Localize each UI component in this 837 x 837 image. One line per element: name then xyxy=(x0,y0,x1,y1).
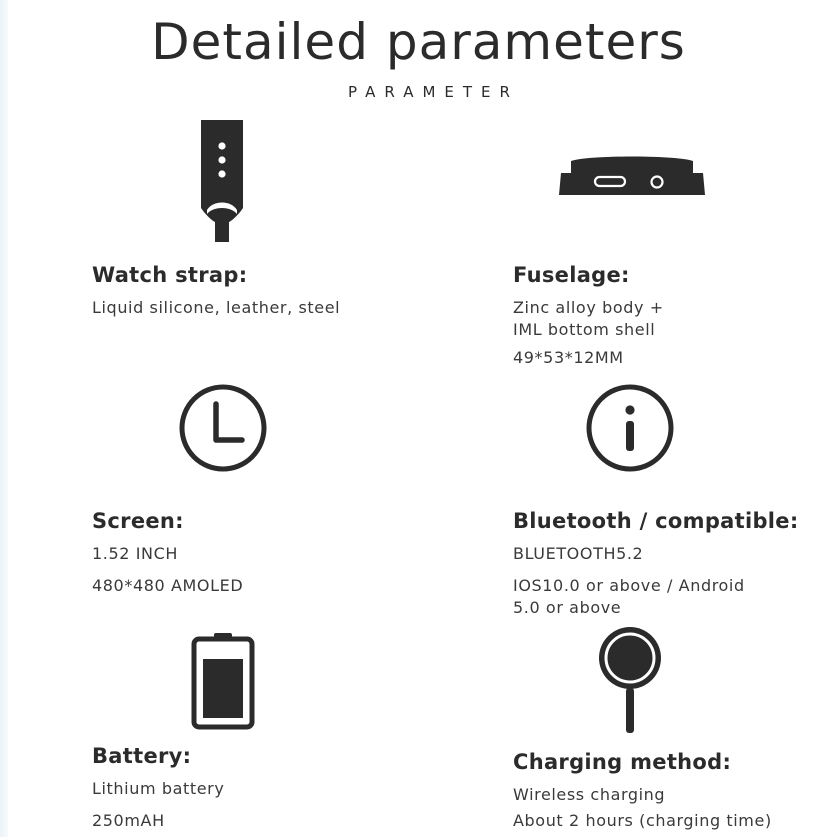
charging-label: Charging method: xyxy=(513,750,732,774)
bluetooth-value-2: IOS10.0 or above / Android xyxy=(513,576,745,595)
battery-icon xyxy=(190,631,256,731)
strap-value-1: Liquid silicone, leather, steel xyxy=(92,298,341,317)
info-icon xyxy=(583,384,679,472)
bluetooth-label: Bluetooth / compatible: xyxy=(513,509,799,533)
fuselage-label: Fuselage: xyxy=(513,263,630,287)
page-subtitle: PARAMETER xyxy=(348,83,519,101)
charging-value-2: About 2 hours (charging time) xyxy=(513,811,772,830)
watch-strap-icon xyxy=(193,118,251,246)
charging-value-1: Wireless charging xyxy=(513,785,666,804)
fuselage-value-3: 49*53*12MM xyxy=(513,348,624,367)
screen-value-2: 480*480 AMOLED xyxy=(92,576,244,595)
clock-icon xyxy=(176,384,272,472)
left-edge-strip xyxy=(0,0,8,837)
fuselage-value-2: IML bottom shell xyxy=(513,320,656,339)
screen-value-1: 1.52 INCH xyxy=(92,544,179,563)
battery-label: Battery: xyxy=(92,744,192,768)
strap-label: Watch strap: xyxy=(92,263,248,287)
page-title: Detailed parameters xyxy=(151,13,686,71)
screen-label: Screen: xyxy=(92,509,184,533)
battery-value-1: Lithium battery xyxy=(92,779,225,798)
bluetooth-value-3: 5.0 or above xyxy=(513,598,622,617)
bluetooth-value-1: BLUETOOTH5.2 xyxy=(513,544,644,563)
battery-value-2: 250mAH xyxy=(92,811,165,830)
watch-body-icon xyxy=(557,155,707,199)
fuselage-value-1: Zinc alloy body + xyxy=(513,298,664,317)
wireless-charger-icon xyxy=(594,624,668,736)
